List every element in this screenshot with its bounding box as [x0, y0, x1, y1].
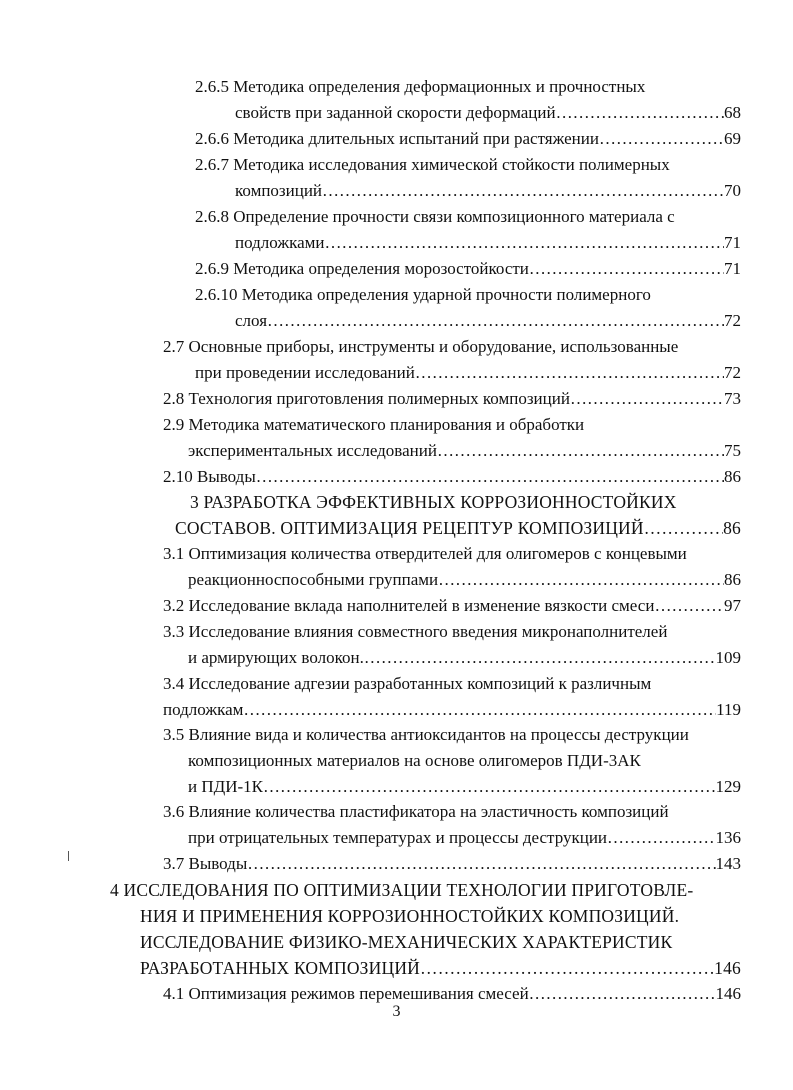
toc-page-number: 71: [724, 233, 741, 252]
toc-entry-3-1: [188, 569, 741, 591]
toc-page-number: 146: [715, 984, 741, 1003]
toc-entry-text: экспериментальных исследований: [188, 441, 437, 460]
toc-entry-3-6: [188, 827, 741, 849]
toc-entry-text: 2.10 Выводы: [163, 467, 256, 486]
toc-page-number: 72: [724, 311, 741, 330]
toc-page-number: 146: [714, 958, 741, 978]
toc-entry-2-6-5-title: 2.6.5 Методика определения деформационных и прочностных: [195, 77, 646, 96]
toc-entry-3-5-title: 3.5 Влияние вида и количества антиоксидантов на процессы деструкции: [163, 725, 689, 744]
leader-dots: [570, 388, 724, 410]
toc-chapter-3: [175, 517, 741, 539]
toc-entry-2-9: [188, 440, 741, 462]
toc-entry-3-2: [163, 595, 741, 617]
toc-entry-2-6-10: [235, 310, 741, 332]
leader-dots: [599, 128, 724, 150]
toc-entry-2-8: [163, 388, 741, 410]
toc-entry-text: композиций: [235, 181, 323, 200]
leader-dots: [263, 776, 716, 798]
toc-entry-text: подложками: [235, 233, 325, 252]
toc-entry-2-6-7: [235, 180, 741, 202]
leader-dots: [654, 595, 724, 617]
leader-dots: [267, 310, 724, 332]
leader-dots: [420, 957, 714, 979]
toc-entry-2-6-7-title: 2.6.7 Методика исследования химической стойкости полимерных: [195, 155, 670, 174]
toc-page-number: 70: [724, 181, 741, 200]
toc-entry-2-7-title: 2.7 Основные приборы, инструменты и оборудование, использованные: [163, 337, 679, 356]
toc-entry-text: при проведении исследований: [195, 363, 415, 382]
toc-entry-2-6-8: [235, 232, 741, 254]
toc-entry-text: 3.7 Выводы: [163, 854, 248, 873]
leader-dots: [607, 827, 715, 849]
toc-page-number: 86: [723, 518, 741, 538]
toc-entry-2-6-9: [195, 258, 741, 280]
leader-dots: [322, 180, 724, 202]
leader-dots: [364, 647, 716, 669]
toc-page-number: 119: [716, 700, 741, 719]
toc-page-number: 86: [724, 467, 741, 486]
toc-entry-text: 4.1 Оптимизация режимов перемешивания смесей: [163, 984, 529, 1003]
toc-page-number: 71: [724, 259, 741, 278]
toc-entry-3-3-title: 3.3 Исследование влияния совместного введения микронаполнителей: [163, 622, 668, 641]
leader-dots: [437, 440, 724, 462]
toc-entry-text: 2.6.6 Методика длительных испытаний при растяжении: [195, 129, 599, 148]
scan-mark: [68, 851, 69, 861]
toc-entry-3-3: [188, 647, 741, 669]
toc-entry-2-6-10-title: 2.6.10 Методика определения ударной прочности полимерного: [195, 285, 651, 304]
toc-entry-text: и ПДИ-1К: [188, 777, 263, 796]
toc-entry-2-6-6: [195, 128, 741, 150]
page-number: 3: [392, 1003, 401, 1020]
toc-page-number: 75: [724, 441, 741, 460]
toc-entry-3-7: [163, 853, 741, 875]
toc-page-number: 97: [724, 596, 741, 615]
toc-entry-text: 3.2 Исследование вклада наполнителей в изменение вязкости смеси: [163, 596, 655, 615]
toc-page-number: 129: [715, 777, 741, 796]
toc-chapter-4-title: 4 ИССЛЕДОВАНИЯ ПО ОПТИМИЗАЦИИ ТЕХНОЛОГИИ ПРИГОТОВЛЕ-: [110, 880, 694, 900]
toc-chapter-4: [140, 957, 741, 979]
toc-entry-2-10: [163, 466, 741, 488]
toc-entry-text: 2.8 Технология приготовления полимерных композиций: [163, 389, 570, 408]
toc-entry-2-7: [195, 362, 741, 384]
toc-page-number: 143: [715, 854, 741, 873]
leader-dots: [529, 983, 716, 1005]
toc-entry-text: свойств при заданной скорости деформаций: [235, 103, 556, 122]
leader-dots: [256, 466, 724, 488]
toc-entry-text: и армирующих волокон.: [188, 648, 364, 667]
leader-dots: [529, 258, 724, 280]
toc-page-number: 109: [715, 648, 741, 667]
toc-entry-text: РАЗРАБОТАННЫХ КОМПОЗИЦИЙ: [140, 958, 420, 978]
toc-page-number: 72: [724, 363, 741, 382]
toc-entry-text: при отрицательных температурах и процессы деструкции: [188, 828, 608, 847]
toc-chapter-4-title-cont: НИЯ И ПРИМЕНЕНИЯ КОРРОЗИОННОСТОЙКИХ КОМПОЗИЦИЙ.: [140, 906, 680, 926]
leader-dots: [243, 699, 716, 721]
toc-entry-3-5-title-cont: композиционных материалов на основе олигомеров ПДИ-3АК: [188, 751, 641, 770]
toc-entry-text: 2.6.9 Методика определения морозостойкости: [195, 259, 529, 278]
leader-dots: [415, 362, 724, 384]
toc-entry-2-6-5: [235, 102, 741, 124]
toc-chapter-3-title: 3 РАЗРАБОТКА ЭФФЕКТИВНЫХ КОРРОЗИОННОСТОЙКИХ: [190, 492, 677, 512]
toc-chapter-4-title-cont2: ИССЛЕДОВАНИЕ ФИЗИКО-МЕХАНИЧЕСКИХ ХАРАКТЕРИСТИК: [140, 932, 673, 952]
leader-dots: [556, 102, 724, 124]
toc-entry-text: реакционноспособными группами: [188, 570, 439, 589]
toc-entry-text: слоя: [235, 311, 268, 330]
leader-dots: [644, 517, 723, 539]
toc-page-number: 68: [724, 103, 741, 122]
toc-entry-3-1-title: 3.1 Оптимизация количества отвердителей для олигомеров с концевыми: [163, 544, 687, 563]
toc-page-number: 136: [715, 828, 741, 847]
toc-entry-text: СОСТАВОВ. ОПТИМИЗАЦИЯ РЕЦЕПТУР КОМПОЗИЦИЙ: [175, 518, 644, 538]
toc-entry-3-4: [163, 699, 741, 721]
toc-page-number: 86: [724, 570, 741, 589]
toc-entry-2-9-title: 2.9 Методика математического планирования и обработки: [163, 415, 585, 434]
leader-dots: [247, 853, 715, 875]
toc-entry-text: подложкам: [163, 700, 244, 719]
toc-page-number: 69: [724, 129, 741, 148]
toc-entry-3-6-title: 3.6 Влияние количества пластификатора на эластичность композиций: [163, 802, 669, 821]
leader-dots: [438, 569, 724, 591]
toc-entry-2-6-8-title: 2.6.8 Определение прочности связи композиционного материала с: [195, 207, 675, 226]
toc-entry-4-1: [163, 983, 741, 1005]
toc-entry-3-4-title: 3.4 Исследование адгезии разработанных композиций к различным: [163, 674, 652, 693]
leader-dots: [324, 232, 724, 254]
toc-page-number: 73: [724, 389, 741, 408]
toc-entry-3-5: [188, 776, 741, 798]
